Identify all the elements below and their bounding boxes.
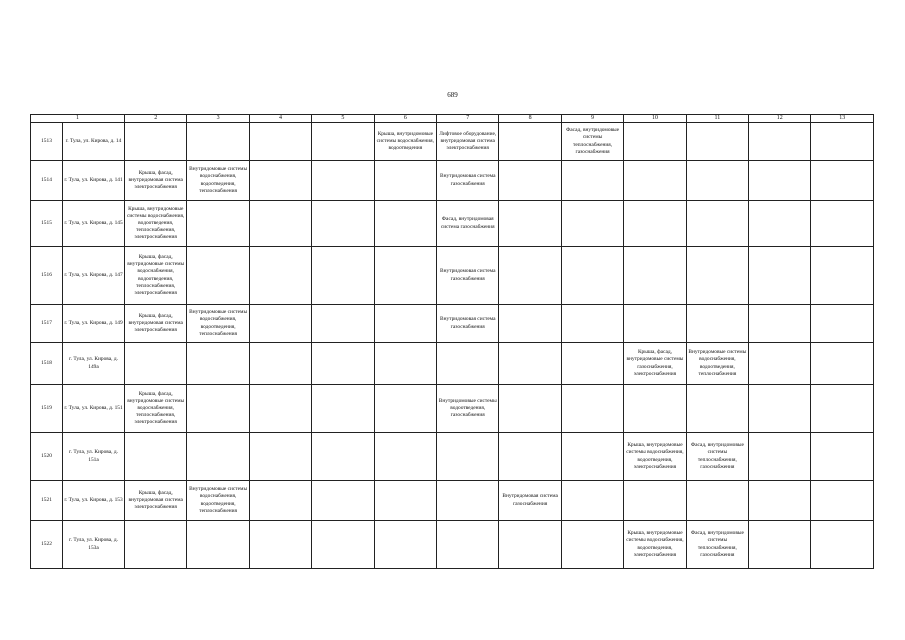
- work-cell: [811, 385, 874, 433]
- work-cell: Фасад, внутридомовые системы теплоснабжения, газоснабжения: [561, 123, 623, 161]
- header-cell: 13: [811, 115, 874, 123]
- row-number-cell: 1513: [31, 123, 63, 161]
- work-cell: [249, 521, 311, 569]
- address-cell: г. Тула, ул. Кирова, д. 14: [63, 123, 125, 161]
- header-cell: 4: [249, 115, 311, 123]
- row-number-cell: 1517: [31, 305, 63, 343]
- work-cell: Внутридомовая система газоснабжения: [437, 161, 499, 201]
- work-cell: [811, 433, 874, 481]
- work-cell: [187, 247, 249, 305]
- table-row: [31, 481, 874, 521]
- work-cell: [561, 161, 623, 201]
- work-cell: [811, 481, 874, 521]
- work-cell: Крыша, внутридомовые системы водоснабжения, водоотведения, электроснабжения: [624, 521, 686, 569]
- work-cell: Фасад, внутридомовая система газоснабжения: [437, 201, 499, 247]
- header-cell: 9: [561, 115, 623, 123]
- address-cell: г. Тула, ул. Кирова, д. 147: [63, 247, 125, 305]
- work-cell: Внутридомовые системы водоснабжения, водоотведения, теплоснабжения: [187, 161, 249, 201]
- work-cell: [499, 305, 561, 343]
- work-cell: [187, 521, 249, 569]
- work-cell: [374, 481, 436, 521]
- work-cell: [686, 305, 748, 343]
- address-cell: г. Тула, ул. Кирова, д. 151а: [63, 433, 125, 481]
- work-cell: [686, 385, 748, 433]
- row-number-cell: 1514: [31, 161, 63, 201]
- table-row: [31, 305, 874, 343]
- work-cell: [187, 123, 249, 161]
- work-cell: [312, 343, 374, 385]
- work-cell: Внутридомовые системы водоснабжения, водоотведения, теплоснабжения: [686, 343, 748, 385]
- work-cell: [312, 123, 374, 161]
- work-cell: [749, 521, 811, 569]
- work-cell: [249, 247, 311, 305]
- work-cell: [187, 343, 249, 385]
- address-cell: г. Тула, ул. Кирова, д. 141: [63, 161, 125, 201]
- work-cell: [312, 385, 374, 433]
- work-cell: [811, 521, 874, 569]
- work-cell: [312, 433, 374, 481]
- table-row: [31, 247, 874, 305]
- work-cell: [312, 247, 374, 305]
- work-cell: [749, 385, 811, 433]
- work-cell: [749, 481, 811, 521]
- work-cell: [624, 305, 686, 343]
- work-cell: [125, 521, 187, 569]
- work-cell: Внутридомовые системы водоснабжения, водоотведения, теплоснабжения: [187, 305, 249, 343]
- work-cell: [749, 343, 811, 385]
- work-cell: Крыша, внутридомовые системы водоснабжения, водоотведения: [374, 123, 436, 161]
- work-cell: [811, 201, 874, 247]
- work-cell: [811, 247, 874, 305]
- work-cell: [249, 433, 311, 481]
- work-cell: Лифтовое оборудование, внутридомовая система электроснабжения: [437, 123, 499, 161]
- work-cell: [249, 481, 311, 521]
- work-cell: [561, 201, 623, 247]
- table-row: [31, 201, 874, 247]
- header-cell: 7: [437, 115, 499, 123]
- work-cell: [249, 201, 311, 247]
- work-cell: [499, 161, 561, 201]
- work-cell: [374, 305, 436, 343]
- work-cell: [686, 123, 748, 161]
- work-cell: [249, 343, 311, 385]
- work-cell: [437, 433, 499, 481]
- work-cell: [561, 247, 623, 305]
- work-cell: [561, 481, 623, 521]
- work-cell: [624, 123, 686, 161]
- work-cell: [125, 343, 187, 385]
- work-cell: [249, 123, 311, 161]
- work-cell: [749, 247, 811, 305]
- address-cell: г. Тула, ул. Кирова, д. 145: [63, 201, 125, 247]
- work-cell: Крыша, фасад, внутридомовые системы водоснабжения, водоотведения, теплоснабжения, электроснабжения: [125, 247, 187, 305]
- table-row: [31, 123, 874, 161]
- work-cell: Внутридомовые системы водоотведения, газоснабжения: [437, 385, 499, 433]
- repair-schedule-table: [30, 114, 874, 569]
- row-number-cell: 1522: [31, 521, 63, 569]
- work-cell: Крыша, внутридомовые системы водоснабжения, водоотведения, электроснабжения: [624, 433, 686, 481]
- work-cell: [749, 305, 811, 343]
- header-cell: 3: [187, 115, 249, 123]
- row-number-cell: 1520: [31, 433, 63, 481]
- work-cell: [749, 201, 811, 247]
- row-number-cell: 1521: [31, 481, 63, 521]
- work-cell: [125, 433, 187, 481]
- work-cell: [499, 521, 561, 569]
- work-cell: [686, 247, 748, 305]
- work-cell: [374, 521, 436, 569]
- header-cell: 11: [686, 115, 748, 123]
- work-cell: [499, 343, 561, 385]
- work-cell: [811, 343, 874, 385]
- work-cell: Крыша, фасад, внутридомовая система электроснабжения: [125, 481, 187, 521]
- work-cell: [312, 305, 374, 343]
- work-cell: [187, 433, 249, 481]
- work-cell: Фасад, внутридомовые системы теплоснабжения, газоснабжения: [686, 433, 748, 481]
- work-cell: [374, 343, 436, 385]
- header-cell: 6: [374, 115, 436, 123]
- address-cell: г. Тула, ул. Кирова, д. 151: [63, 385, 125, 433]
- work-cell: [499, 201, 561, 247]
- work-cell: Крыша, внутридомовые системы водоснабжения, водоотведения, теплоснабжения, электроснабжения: [125, 201, 187, 247]
- work-cell: [374, 201, 436, 247]
- header-cell: 5: [312, 115, 374, 123]
- work-cell: [561, 433, 623, 481]
- work-cell: [374, 247, 436, 305]
- work-cell: [125, 123, 187, 161]
- work-cell: [686, 161, 748, 201]
- work-cell: [312, 201, 374, 247]
- address-cell: г. Тула, ул. Кирова, д. 149а: [63, 343, 125, 385]
- work-cell: [499, 433, 561, 481]
- work-cell: [312, 521, 374, 569]
- work-cell: Внутридомовая система газоснабжения: [437, 247, 499, 305]
- work-cell: Внутридомовая система газоснабжения: [437, 305, 499, 343]
- address-cell: г. Тула, ул. Кирова, д. 153а: [63, 521, 125, 569]
- work-cell: Крыша, фасад, внутридомовая система электроснабжения: [125, 305, 187, 343]
- table-row: [31, 433, 874, 481]
- work-cell: [561, 385, 623, 433]
- header-row: [31, 115, 874, 123]
- work-cell: [749, 161, 811, 201]
- work-cell: [374, 161, 436, 201]
- table-body: [31, 123, 874, 569]
- work-cell: Крыша, фасад, внутридомовая система электроснабжения: [125, 161, 187, 201]
- work-cell: [811, 123, 874, 161]
- table-row: [31, 343, 874, 385]
- work-cell: Крыша, фасад, внутридомовые системы газоснабжения, электроснабжения: [624, 343, 686, 385]
- work-cell: Внутридомовые системы водоснабжения, водоотведения, теплоснабжения: [187, 481, 249, 521]
- work-cell: Фасад, внутридомовые системы теплоснабжения, газоснабжения: [686, 521, 748, 569]
- work-cell: [811, 305, 874, 343]
- work-cell: Крыша, фасад, внутридомовые системы водоснабжения, теплоснабжения, электроснабжения: [125, 385, 187, 433]
- row-number-cell: 1518: [31, 343, 63, 385]
- work-cell: [624, 385, 686, 433]
- page-number: 689: [447, 91, 458, 99]
- work-cell: [811, 161, 874, 201]
- work-cell: [686, 481, 748, 521]
- row-number-cell: 1515: [31, 201, 63, 247]
- header-cell: 12: [749, 115, 811, 123]
- work-cell: [312, 161, 374, 201]
- work-cell: [749, 123, 811, 161]
- work-cell: [249, 161, 311, 201]
- work-cell: [249, 305, 311, 343]
- work-cell: [561, 343, 623, 385]
- work-cell: Внутридомовая система газоснабжения: [499, 481, 561, 521]
- work-cell: [374, 385, 436, 433]
- work-cell: [561, 521, 623, 569]
- work-cell: [187, 201, 249, 247]
- address-cell: г. Тула, ул. Кирова, д. 153: [63, 481, 125, 521]
- table-row: [31, 161, 874, 201]
- work-cell: [624, 481, 686, 521]
- row-number-cell: 1516: [31, 247, 63, 305]
- work-cell: [437, 481, 499, 521]
- work-cell: [499, 247, 561, 305]
- work-cell: [499, 123, 561, 161]
- header-cell: 10: [624, 115, 686, 123]
- work-cell: [561, 305, 623, 343]
- work-cell: [437, 521, 499, 569]
- table-row: [31, 521, 874, 569]
- address-cell: г. Тула, ул. Кирова, д. 149: [63, 305, 125, 343]
- work-cell: [187, 385, 249, 433]
- work-cell: [624, 201, 686, 247]
- header-cell: 2: [125, 115, 187, 123]
- work-cell: [437, 343, 499, 385]
- work-cell: [686, 201, 748, 247]
- work-cell: [499, 385, 561, 433]
- work-cell: [374, 433, 436, 481]
- work-cell: [749, 433, 811, 481]
- row-number-cell: 1519: [31, 385, 63, 433]
- header-cell: 1: [31, 115, 125, 123]
- header-cell: 8: [499, 115, 561, 123]
- work-cell: [624, 247, 686, 305]
- work-cell: [624, 161, 686, 201]
- work-cell: [312, 481, 374, 521]
- table-row: [31, 385, 874, 433]
- work-cell: [249, 385, 311, 433]
